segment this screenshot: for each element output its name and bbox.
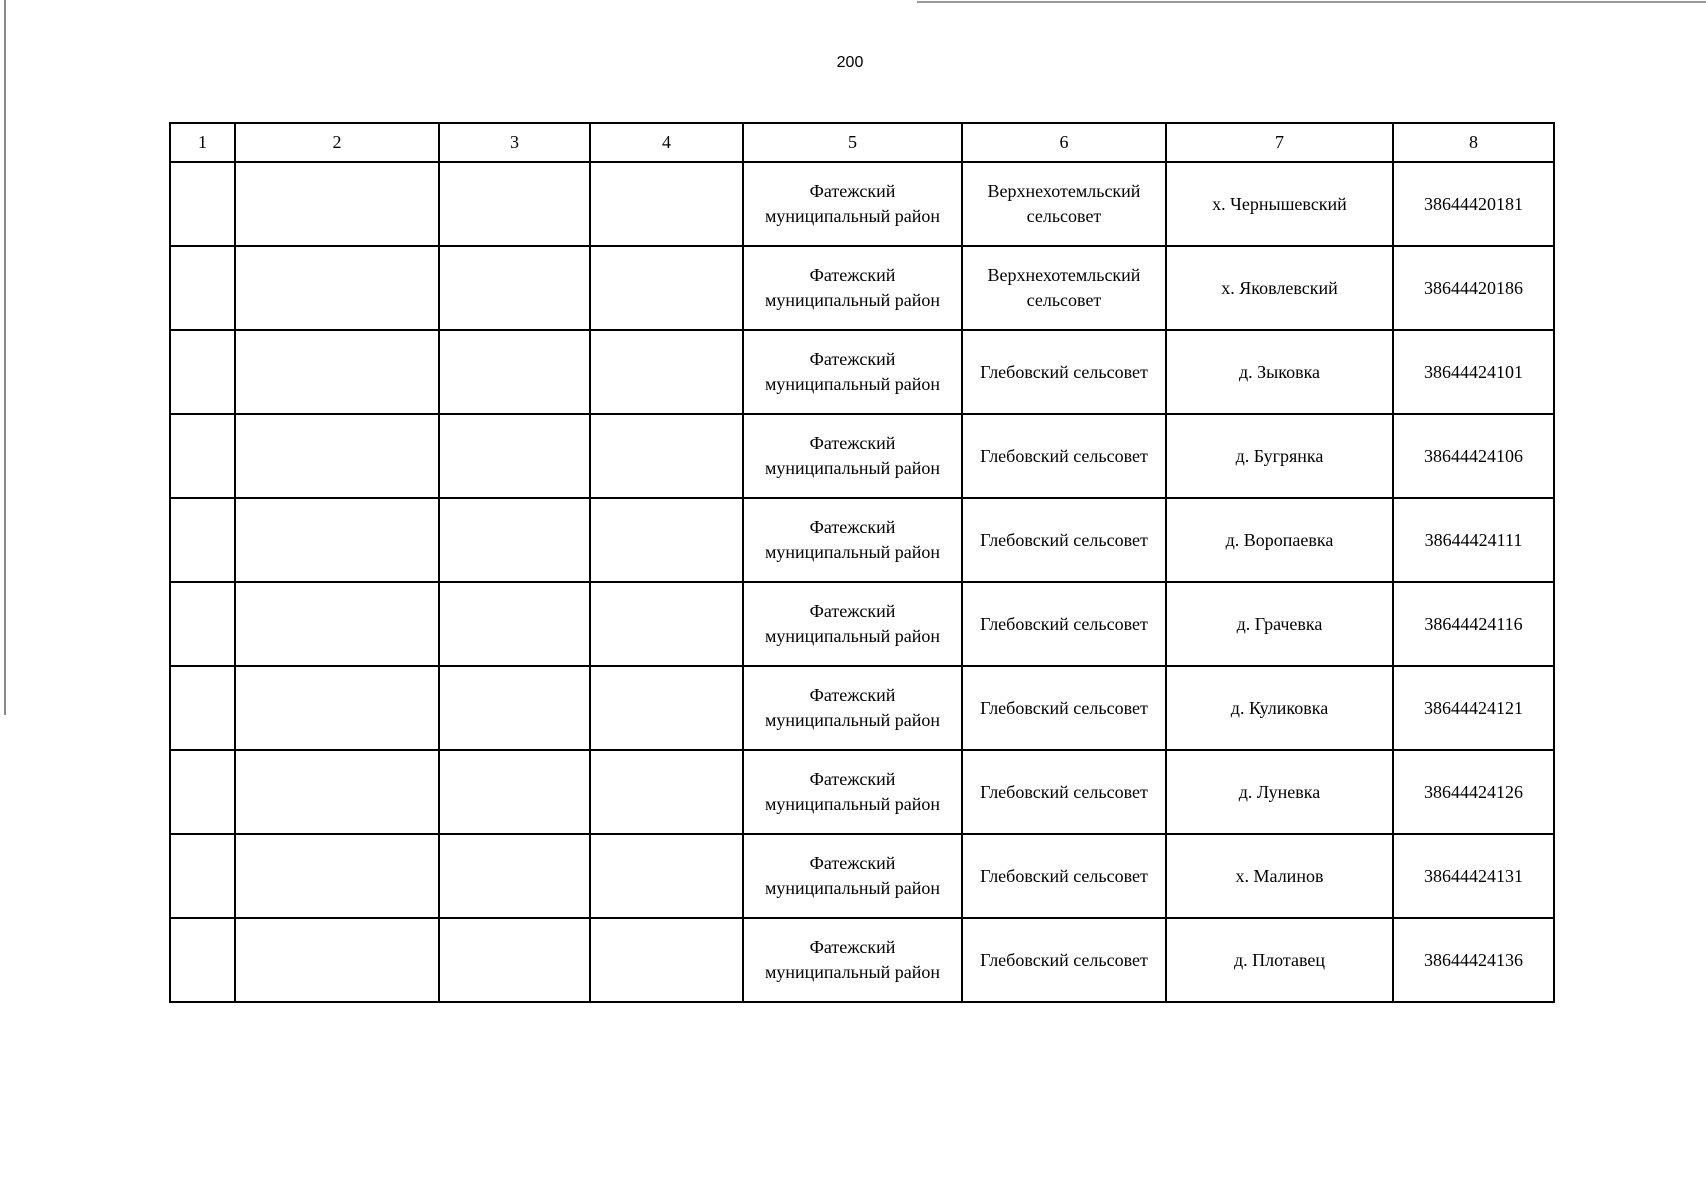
table-row: [170, 918, 1554, 1002]
cell-col-8: 38644424136: [1393, 918, 1554, 1002]
cell-col-7: х. Яковлевский: [1166, 246, 1393, 330]
cell-col-6: Глебовский сельсовет: [962, 414, 1166, 498]
cell-col-3: [439, 162, 590, 246]
cell-col-8: 38644420186: [1393, 246, 1554, 330]
cell-col-1: [170, 582, 235, 666]
page-number: 200: [836, 54, 864, 71]
cell-col-6: Глебовский сельсовет: [962, 666, 1166, 750]
cell-col-4: [590, 330, 743, 414]
cell-col-5: Фатежский муниципальный район: [743, 498, 962, 582]
cell-col-6: Верхнехотемльский сельсовет: [962, 162, 1166, 246]
cell-col-2: [235, 246, 439, 330]
header-cell-4: 4: [590, 123, 743, 162]
cell-col-1: [170, 162, 235, 246]
cell-col-1: [170, 918, 235, 1002]
cell-col-6: Глебовский сельсовет: [962, 750, 1166, 834]
cell-col-6: Глебовский сельсовет: [962, 498, 1166, 582]
cell-col-7: х. Чернышевский: [1166, 162, 1393, 246]
cell-col-1: [170, 666, 235, 750]
table-row: [170, 246, 1554, 330]
header-cell-3: 3: [439, 123, 590, 162]
cell-col-8: 38644424131: [1393, 834, 1554, 918]
table-row: [170, 162, 1554, 246]
scan-edge-line-left: [4, 0, 6, 715]
cell-col-7: д. Куликовка: [1166, 666, 1393, 750]
cell-col-2: [235, 162, 439, 246]
cell-col-2: [235, 498, 439, 582]
settlements-table: [169, 122, 1555, 1003]
cell-col-7: д. Луневка: [1166, 750, 1393, 834]
header-cell-5: 5: [743, 123, 962, 162]
header-cell-1: 1: [170, 123, 235, 162]
cell-col-3: [439, 330, 590, 414]
cell-col-4: [590, 246, 743, 330]
cell-col-8: 38644420181: [1393, 162, 1554, 246]
cell-col-7: д. Плотавец: [1166, 918, 1393, 1002]
cell-col-2: [235, 834, 439, 918]
cell-col-2: [235, 582, 439, 666]
cell-col-3: [439, 414, 590, 498]
cell-col-4: [590, 162, 743, 246]
cell-col-5: Фатежский муниципальный район: [743, 414, 962, 498]
cell-col-1: [170, 246, 235, 330]
table-header: [170, 123, 1554, 162]
table-body: [170, 162, 1554, 1002]
cell-col-1: [170, 330, 235, 414]
cell-col-3: [439, 750, 590, 834]
header-cell-2: 2: [235, 123, 439, 162]
header-cell-8: 8: [1393, 123, 1554, 162]
cell-col-3: [439, 498, 590, 582]
cell-col-2: [235, 750, 439, 834]
cell-col-1: [170, 834, 235, 918]
cell-col-6: Глебовский сельсовет: [962, 330, 1166, 414]
cell-col-3: [439, 834, 590, 918]
table-row: [170, 414, 1554, 498]
cell-col-7: х. Малинов: [1166, 834, 1393, 918]
cell-col-4: [590, 834, 743, 918]
cell-col-8: 38644424126: [1393, 750, 1554, 834]
cell-col-1: [170, 750, 235, 834]
cell-col-5: Фатежский муниципальный район: [743, 750, 962, 834]
cell-col-1: [170, 498, 235, 582]
table-row: [170, 666, 1554, 750]
header-cell-7: 7: [1166, 123, 1393, 162]
cell-col-7: д. Грачевка: [1166, 582, 1393, 666]
cell-col-5: Фатежский муниципальный район: [743, 162, 962, 246]
cell-col-5: Фатежский муниципальный район: [743, 246, 962, 330]
cell-col-4: [590, 414, 743, 498]
cell-col-5: Фатежский муниципальный район: [743, 330, 962, 414]
header-cell-6: 6: [962, 123, 1166, 162]
cell-col-4: [590, 750, 743, 834]
cell-col-5: Фатежский муниципальный район: [743, 834, 962, 918]
cell-col-3: [439, 582, 590, 666]
table-row: [170, 330, 1554, 414]
cell-col-7: д. Зыковка: [1166, 330, 1393, 414]
cell-col-2: [235, 330, 439, 414]
cell-col-3: [439, 246, 590, 330]
cell-col-2: [235, 414, 439, 498]
scan-edge-line-top: [917, 1, 1706, 3]
cell-col-2: [235, 918, 439, 1002]
cell-col-1: [170, 414, 235, 498]
cell-col-2: [235, 666, 439, 750]
cell-col-8: 38644424111: [1393, 498, 1554, 582]
cell-col-8: 38644424106: [1393, 414, 1554, 498]
cell-col-5: Фатежский муниципальный район: [743, 666, 962, 750]
header-row: [170, 123, 1554, 162]
cell-col-3: [439, 918, 590, 1002]
table-row: [170, 498, 1554, 582]
cell-col-5: Фатежский муниципальный район: [743, 582, 962, 666]
cell-col-7: д. Воропаевка: [1166, 498, 1393, 582]
cell-col-4: [590, 498, 743, 582]
cell-col-6: Глебовский сельсовет: [962, 834, 1166, 918]
cell-col-5: Фатежский муниципальный район: [743, 918, 962, 1002]
cell-col-4: [590, 918, 743, 1002]
cell-col-3: [439, 666, 590, 750]
cell-col-8: 38644424121: [1393, 666, 1554, 750]
cell-col-4: [590, 582, 743, 666]
table-row: [170, 582, 1554, 666]
cell-col-8: 38644424101: [1393, 330, 1554, 414]
cell-col-6: Глебовский сельсовет: [962, 918, 1166, 1002]
cell-col-6: Верхнехотемльский сельсовет: [962, 246, 1166, 330]
table-row: [170, 834, 1554, 918]
cell-col-4: [590, 666, 743, 750]
table-row: [170, 750, 1554, 834]
cell-col-7: д. Бугрянка: [1166, 414, 1393, 498]
cell-col-8: 38644424116: [1393, 582, 1554, 666]
cell-col-6: Глебовский сельсовет: [962, 582, 1166, 666]
